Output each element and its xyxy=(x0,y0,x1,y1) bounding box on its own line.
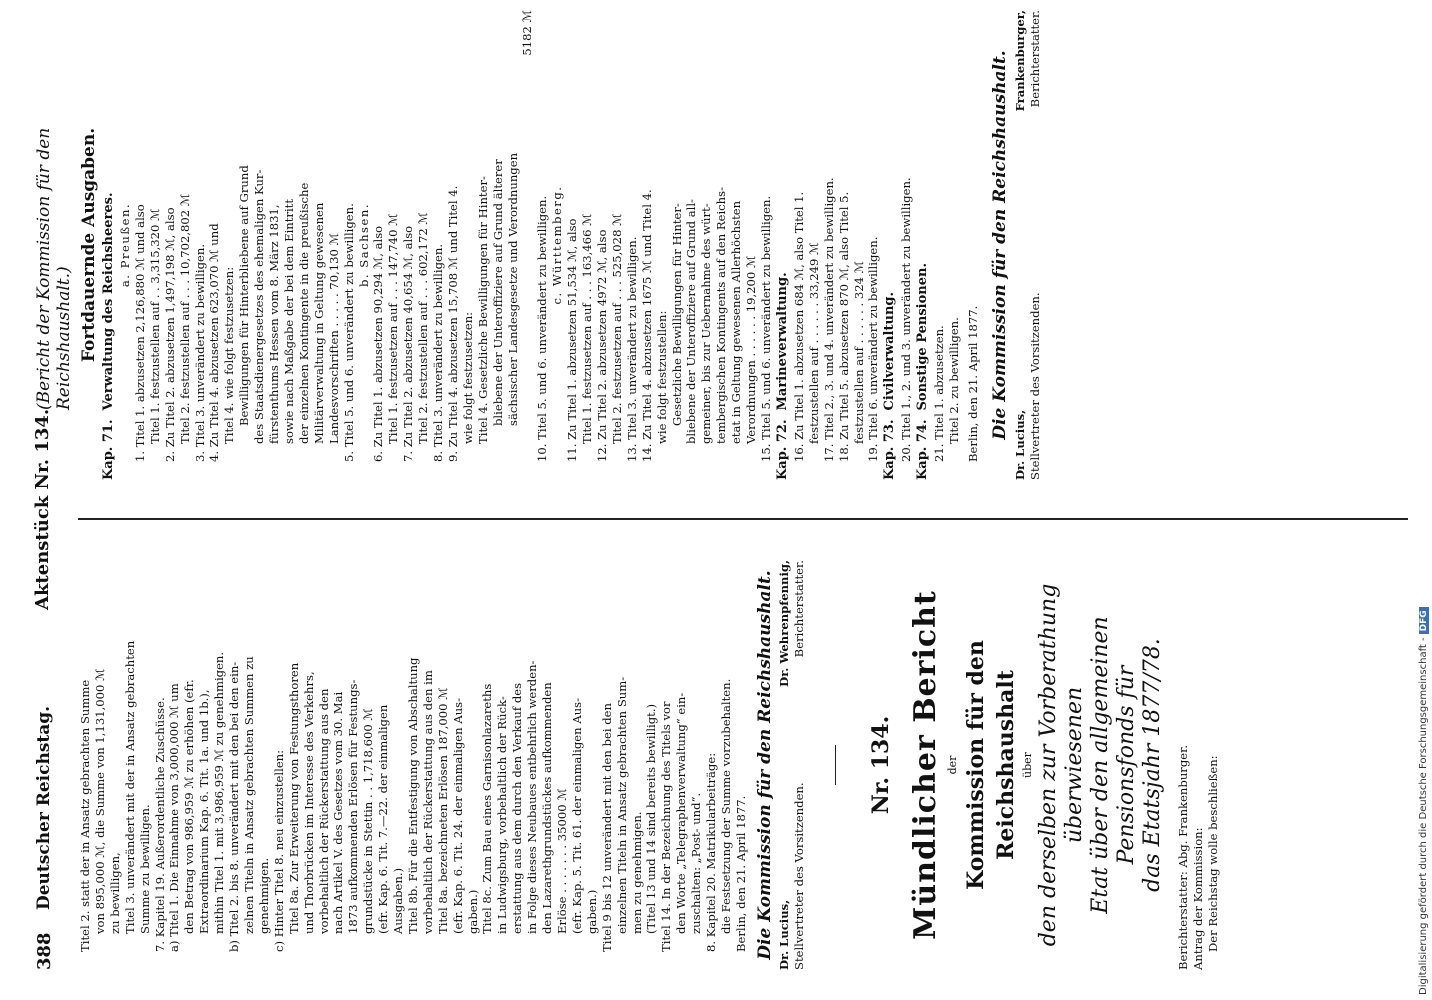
text-line: 15. Titel 5. und 6. unverändert zu bewilligen. xyxy=(758,195,773,462)
report-description-2: Etat über den allgemeinen Pensionsfonds für xyxy=(1087,616,1139,914)
signature-left-name-2: Dr. Lucius, xyxy=(1012,409,1027,480)
report-description-1: den derselben zur Vorberathung überwiesenen xyxy=(1035,583,1087,947)
text-line: 14. Zu Titel 4. abzusetzen 1675 ℳ und Titel 4. xyxy=(639,189,654,462)
reporter: Berichterstatter: Abg. Frankenburger. xyxy=(1175,744,1190,970)
text-line: von 895,000 ℳ, die Summe von 1,131,000 ℳ xyxy=(92,668,107,934)
text-line: zu bewilligen, xyxy=(107,852,122,934)
text-line: Titel 3. unverändert mit der in Ansatz gebrachten xyxy=(122,640,137,934)
text-line: zuschalten: „Post- und“. xyxy=(689,792,704,934)
kap74-label: Kap. 74. xyxy=(915,419,931,480)
resolution-intro: Der Reichstag wolle beschließen: xyxy=(1205,755,1220,952)
text-line: Titel 8a. bezeichneten Erlösen 187,000 ℳ xyxy=(435,687,450,934)
text-line: Extraordinarium Kap. 6. Tit. 1a. und 1b.), xyxy=(197,689,212,934)
kap71-title: Verwaltung des Reichsheeres. xyxy=(101,192,116,411)
column-divider xyxy=(78,519,1408,521)
text-line: a) Titel 1. Die Einnahme von 3,000,000 ℳ um xyxy=(167,683,182,952)
text-line: 3. Titel 3. unverändert zu bewilligen. xyxy=(192,243,207,462)
commission-line: Die Kommission für den Reichshaushalt. xyxy=(754,570,775,960)
text-line: 17. Titel 2., 3. und 4. unverändert zu bewilligen. xyxy=(821,177,836,462)
page-header xyxy=(28,35,74,970)
text-line: Titel 1. festzusetzen auf . . . 163,466 ℳ xyxy=(580,213,595,444)
signature-right-name: Dr. Wehrenpfennig, xyxy=(776,560,791,687)
digitization-credit xyxy=(1414,0,1432,1000)
text-line: (Titel 13 und 14 sind bereits bewilligt.) xyxy=(644,703,659,934)
kap73-title: Civilverwaltung. xyxy=(882,291,898,411)
sub-wuerttemberg: c. Württemberg. xyxy=(550,185,565,305)
text-line: b) Titel 2. bis 8. unverändert mit den bei den ein- xyxy=(227,661,242,952)
text-line: Bewilligungen für Hinterbliebene auf Grund xyxy=(237,165,252,426)
text-line: bliebene der Unteroffiziere auf Grund all- xyxy=(684,199,699,444)
section-title: Fortdauernde Ausgaben. xyxy=(79,127,99,363)
text-line: 4. Zu Titel 4. abzusetzen 623,070 ℳ und xyxy=(207,223,222,462)
kap73-label: Kap. 73. xyxy=(882,419,898,480)
text-line: 19. Titel 6. unverändert zu bewilligen. xyxy=(866,236,881,462)
text-line: festzustellen auf . . . . . . 324 ℳ xyxy=(851,260,866,444)
sub-prussia: a. Preußen. xyxy=(118,202,132,288)
text-line: Titel 9 bis 12 unverändert mit den bei den xyxy=(599,703,614,952)
text-line: Ausgaben.) xyxy=(391,867,406,934)
text-line: nach Artikel V. des Gesetzes vom 30. Mai xyxy=(331,691,346,934)
text-line: zelnen Titeln in Ansatz gebrachten Summen zu xyxy=(241,656,256,934)
text-line: 5. Titel 5. und 6. unverändert zu bewilligen. xyxy=(341,203,356,462)
text-line: Titel 2. zu bewilligen. xyxy=(947,317,962,444)
report-ueber: über xyxy=(1021,752,1034,778)
text-line: 5182 ℳ xyxy=(520,10,535,56)
section-rule xyxy=(835,745,837,785)
report-der: der xyxy=(946,755,960,775)
text-line: Titel 2. festzustellen auf . . . 602,172 ℳ xyxy=(416,212,431,444)
signature-left-role-2: Stellvertreter des Vorsitzenden. xyxy=(1027,292,1042,480)
text-line: Titel 14. In der Bezeichnung des Titels vor xyxy=(659,701,674,952)
text-line: 7. Zu Titel 2. abzusetzen 40,654 ℳ, also xyxy=(401,225,416,462)
report-description-3: das Etatsjahr 1877/78. xyxy=(1139,638,1165,892)
text-line: Titel 1. festzustellen auf . . 3,315,320 ℳ xyxy=(147,208,162,444)
wuerttemberg-items xyxy=(565,10,774,480)
pension-items xyxy=(932,10,962,480)
text-line: Titel 4. Gesetzliche Bewilligungen für Hinter- xyxy=(475,176,490,444)
text-line: in Ludwigsburg, vorbehaltlich der Rück- xyxy=(495,696,510,934)
text-line: die Festsetzung der Summe vorzubehalten. xyxy=(718,678,733,934)
text-line: Titel 2. statt der in Ansatz gebrachten Summe xyxy=(78,679,92,952)
text-line: in Folge dieses Neubaues entbehrlich werden- xyxy=(525,660,540,934)
text-line: bliebene der Unteroffiziere auf Grund älterer xyxy=(490,159,505,426)
saxony-items xyxy=(371,10,550,480)
header-section: (Bericht der Kommission für den Reichshaushalt.) xyxy=(34,127,74,410)
text-line: den Lazarethgrundstückes aufkommenden xyxy=(540,682,555,934)
report-title: Mündlicher Bericht xyxy=(908,590,944,940)
signature-right-role-2: Berichterstatter. xyxy=(1027,10,1042,108)
text-line: (efr. Kap. 5. Tit. 61. der einmaligen Aus- xyxy=(569,697,584,934)
text-line: 10. Titel 5. und 6. unverändert zu bewilligen. xyxy=(535,195,550,462)
text-line: wie folgt festzustellen: xyxy=(654,310,669,444)
text-line: grundstücke in Stettin . . 1,718,600 ℳ xyxy=(361,708,376,934)
dfg-logo: DFG xyxy=(1419,607,1429,634)
text-line: wie folgt festzusetzen: xyxy=(460,311,475,444)
text-line: 16. Zu Titel 1. abzusetzen 684 ℳ, also Titel 1. xyxy=(791,191,806,462)
text-line: 20. Titel 1., 2. und 3. unverändert zu bewilligen. xyxy=(899,177,914,462)
text-line: vorbehaltlich der Rückerstattung aus den im xyxy=(420,670,435,934)
text-line: gaben.) xyxy=(584,889,599,934)
text-line: 1873 aufkommenden Erlösen für Festungs- xyxy=(346,679,361,934)
kap72-label: Kap. 72. xyxy=(774,419,790,480)
text-line: gemeiner, bis zur Uebernahme des würt- xyxy=(699,203,714,444)
text-line: des Staatsdienergesetzes des ehemaligen Kur- xyxy=(252,169,267,444)
text-line: 2. Zu Titel 2. abzusetzen 1,497,198 ℳ, also xyxy=(162,207,177,462)
commission-line-2: Die Kommission für den Reichshaushalt. xyxy=(989,50,1010,440)
kap74-title: Sonstige Pensionen. xyxy=(915,263,931,411)
text-line: genehmigen. xyxy=(256,857,271,934)
kap71-label: Kap. 71. xyxy=(101,419,116,480)
text-line: 8. Titel 3. unverändert zu bewilligen. xyxy=(431,243,446,462)
credit-text: Digitalisierung gefördert durch die Deutsche Forschungsgemeinschaft - xyxy=(1418,637,1429,995)
text-line: erstattung aus dem durch den Verkauf des xyxy=(510,682,525,934)
text-line: sowie nach Maßgabe der bei dem Eintritt xyxy=(281,199,296,444)
text-line: festzustellen auf . . . . . . 33,249 ℳ xyxy=(806,242,821,444)
text-line: (efr. Kap. 6. Tit. 7.—22. der einmaligen xyxy=(376,704,391,934)
report-number: Nr. 134. xyxy=(868,715,895,815)
text-line: Titel 8b. Für die Entfestigung von Abschaltung xyxy=(405,657,420,934)
kap72-title: Marineverwaltung. xyxy=(774,272,790,411)
text-line: sächsischer Landesgesetze und Verordnungen xyxy=(505,152,520,426)
text-line: einzelnen Titeln in Ansatz gebrachten Sum- xyxy=(614,676,629,934)
signature-block xyxy=(777,560,807,970)
text-line: mithin Titel 1. mit 3,986,959 ℳ zu genehmigen. xyxy=(212,651,227,934)
left-column xyxy=(78,560,1221,970)
text-line: Berlin, den 21. April 1877. xyxy=(733,795,748,952)
text-line: Titel 2. festzusetzen auf . . . 525,028 ℳ xyxy=(609,213,624,444)
signature-left-role: Stellvertreter des Vorsitzenden. xyxy=(791,782,806,970)
signature-right-name-2: Frankenburger, xyxy=(1012,10,1027,112)
text-line: Verordnungen . . . . . . 19,200 ℳ xyxy=(744,255,759,444)
sub-saxony: b. Sachsen. xyxy=(356,202,371,288)
text-line: 7. Kapitel 19. Außerordentliche Zuschüsse. xyxy=(152,697,167,952)
text-line: Erlöse . . . . . . . 35000 ℳ xyxy=(555,788,569,934)
text-line: gaben.) xyxy=(465,889,480,934)
header-document-number: Aktenstück Nr. 134. xyxy=(32,408,53,610)
text-line: 9. Zu Titel 4. abzusetzen 15,708 ℳ und Titel 4. xyxy=(445,185,460,462)
text-line: Titel 2. festzustellen auf . . . 10,702,802 ℳ xyxy=(177,193,192,444)
right-column xyxy=(78,10,1043,480)
text-line: den Betrag von 986,959 ℳ zu erhöhen (efr. xyxy=(182,679,197,934)
report-commission: Kommission für den Reichshaushalt xyxy=(963,640,1019,890)
text-line: vorbehaltlich der Rückerstattung aus den xyxy=(316,688,331,934)
prussia-items xyxy=(133,10,357,480)
civil-items xyxy=(899,10,914,480)
text-line: 8. Kapitel 20. Matrikularbeiträge: xyxy=(704,752,719,952)
text-line: und Thorbrücken im Interesse des Verkehrs, xyxy=(301,671,316,934)
text-line: 21. Titel 1. abzusetzen. xyxy=(932,325,947,462)
text-line: c) Hinter Titel 8. neu einzustellen: xyxy=(271,749,286,952)
text-line: etat in Geltung gewesenen Allerhöchsten xyxy=(729,200,744,444)
text-line: fürstenthums Hessen vom 8. März 1831, xyxy=(267,204,282,444)
text-line: 6. Zu Titel 1. abzusetzen 90,294 ℳ, also xyxy=(371,225,386,462)
text-line: 13. Titel 3. unverändert zu bewilligen. xyxy=(624,236,639,462)
text-line: Titel 4. wie folgt festzusetzen: xyxy=(222,266,237,444)
commission-motion: Antrag der Kommission: xyxy=(1190,827,1205,970)
text-line: 12. Zu Titel 2. abzusetzen 4972 ℳ, also xyxy=(595,229,609,462)
text-line: der einzelnen Kontingente in die preußische xyxy=(296,182,311,444)
text-line: tembergischen Kontingents auf den Reichs- xyxy=(714,187,729,444)
page-number: 388 xyxy=(34,932,55,970)
text-line: Titel 8a. Zur Erweiterung von Festungsthoren xyxy=(286,662,301,934)
marine-items xyxy=(792,10,881,480)
text-line: den Worte „Telegraphenverwaltung“ ein- xyxy=(674,692,689,934)
left-column-body xyxy=(78,560,749,970)
text-line: 18. Zu Titel 5. abzusetzen 870 ℳ, also Titel 5. xyxy=(836,191,851,462)
text-line: Titel 1. festzusetzen auf . . . 147,740 ℳ xyxy=(386,213,401,444)
text-line: Titel 8c. Zum Bau eines Garnisonlazareths xyxy=(480,683,495,934)
text-line: Militärverwaltung in Geltung gewesenen xyxy=(311,202,326,444)
text-line: Landesvorschriften . . . . . 70,130 ℳ xyxy=(326,232,341,444)
date-line: Berlin, den 21. April 1877. xyxy=(966,305,981,462)
text-line: 11. Zu Titel 1. abzusetzen 51,534 ℳ, also xyxy=(565,218,580,462)
text-line: Gesetzliche Bewilligungen für Hinter- xyxy=(669,203,684,426)
text-line: 1. Titel 1. abzusetzen 2,126,880 ℳ und also xyxy=(132,204,147,462)
signature-block-2 xyxy=(1013,10,1043,480)
text-line: men zu genehmigen. xyxy=(629,811,644,934)
header-publication: Deutscher Reichstag. xyxy=(34,705,54,910)
signature-right-role: Berichterstatter. xyxy=(791,560,806,658)
text-line: Summe zu bewilligen. xyxy=(137,804,152,934)
text-line: (efr. Kap. 6. Tit. 24. der einmaligen Aus- xyxy=(450,697,465,934)
signature-left-name: Dr. Lucius, xyxy=(776,899,791,970)
